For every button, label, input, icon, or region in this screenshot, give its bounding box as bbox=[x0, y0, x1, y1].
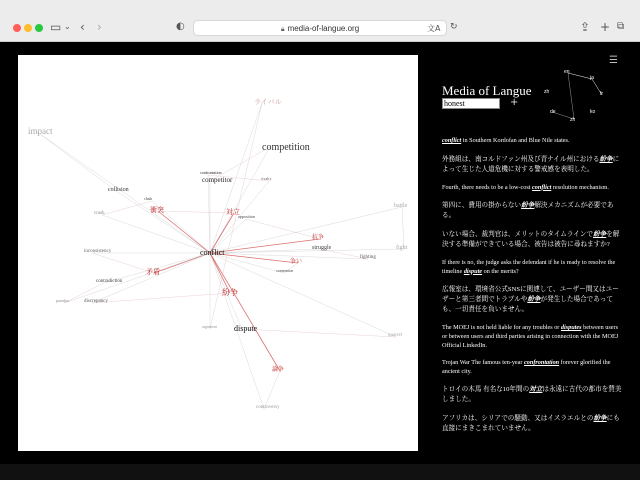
language-node[interactable]: zh bbox=[544, 89, 550, 95]
graph-edge bbox=[264, 371, 280, 409]
sentence-text: 外務組は、南コルドファン州及び青ナイル州における bbox=[442, 155, 600, 163]
graph-edge bbox=[158, 211, 234, 213]
language-node[interactable]: ko bbox=[590, 109, 596, 115]
graph-edge bbox=[210, 253, 280, 371]
sentence-text: アフリカは、シリアでの騒動、又はイスラエルとの bbox=[442, 415, 594, 423]
example-sentence bbox=[442, 230, 622, 250]
sentence-text: 第四に、費用の掛からない bbox=[442, 202, 522, 210]
language-node[interactable]: fr bbox=[600, 91, 604, 97]
keyword-link[interactable]: conflict bbox=[442, 137, 462, 144]
graph-word[interactable]: competition bbox=[262, 142, 310, 153]
sentence-text: 広報室は、環境省公式SNSに関連して、ユーザー間又はユーザーと第三者間でトラブルや bbox=[442, 286, 619, 304]
graph-edge bbox=[92, 293, 230, 303]
keyword-link[interactable]: confrontation bbox=[524, 359, 560, 367]
graph-word[interactable]: rivalry bbox=[261, 176, 272, 181]
graph-edge bbox=[158, 211, 210, 253]
forward-icon[interactable]: › bbox=[97, 20, 102, 34]
sentence-text: 解決メカニズムが必要である。 bbox=[442, 202, 614, 220]
graph-edge bbox=[102, 215, 210, 253]
graph-edge bbox=[210, 213, 234, 253]
graph-edge bbox=[102, 201, 152, 215]
browser-toolbar bbox=[0, 0, 640, 42]
graph-word[interactable]: 矛盾 bbox=[146, 268, 160, 276]
lock-icon: 🔒︎ bbox=[280, 26, 285, 33]
example-sentence bbox=[442, 414, 622, 434]
graph-edge bbox=[242, 329, 396, 337]
minimize-window-button[interactable] bbox=[24, 24, 32, 32]
graph-edge bbox=[402, 207, 404, 249]
graph-word[interactable]: 対立 bbox=[226, 208, 240, 216]
page-content bbox=[4, 43, 636, 464]
sentence-text: in Southern Kordofan and Blue Nile states. bbox=[461, 137, 570, 144]
graph-word[interactable]: paradox bbox=[56, 298, 69, 303]
side-panel bbox=[422, 43, 636, 464]
sentence-text: The MOEJ is not held liable for any troubles or bbox=[442, 324, 561, 332]
url-text: media-of-langue.org bbox=[287, 24, 360, 33]
keyword-link[interactable]: conflict bbox=[532, 183, 552, 191]
graph-word[interactable]: confrontation bbox=[200, 170, 222, 175]
sentence-text: Fourth, there needs to be a low-cost bbox=[442, 183, 533, 191]
example-sentence bbox=[442, 184, 622, 193]
graph-word[interactable]: clash bbox=[144, 196, 153, 201]
sentence-text: によって生じた人道危機に対する警戒感を表明した。 bbox=[442, 155, 620, 173]
graph-edge bbox=[64, 253, 210, 303]
share-icon[interactable]: ⇪ bbox=[580, 20, 591, 34]
address-bar[interactable] bbox=[193, 20, 447, 36]
keyword-link[interactable]: dispute bbox=[463, 267, 483, 275]
zoom-window-button[interactable] bbox=[35, 24, 43, 32]
graph-edge bbox=[210, 147, 270, 253]
graph-word[interactable]: 抗争 bbox=[312, 235, 325, 241]
graph-edge bbox=[246, 219, 320, 239]
close-window-button[interactable] bbox=[13, 24, 21, 32]
keyword-link[interactable]: 紛争 bbox=[593, 415, 607, 423]
language-node[interactable]: zh bbox=[570, 117, 576, 123]
sentence-text: Trojan War The famous ten-year bbox=[442, 359, 525, 367]
graph-word[interactable]: conflict bbox=[200, 248, 225, 257]
keyword-link[interactable]: 紛争 bbox=[593, 231, 607, 239]
graph-word[interactable]: 争い bbox=[290, 259, 303, 265]
keyword-link[interactable]: 対立 bbox=[529, 386, 543, 394]
language-node[interactable]: ja bbox=[590, 75, 594, 81]
sentence-text: トロイの木馬 有名な10年間の bbox=[442, 386, 530, 394]
graph-word[interactable]: dispute bbox=[234, 324, 258, 333]
sentence-text: resolution mechanism. bbox=[551, 183, 609, 191]
word-graph[interactable] bbox=[18, 55, 418, 451]
example-sentences bbox=[442, 137, 622, 443]
keyword-link[interactable]: 紛争 bbox=[521, 202, 535, 210]
sentence-text: If there is no, the judge asks the defendant if he is ready to resolve the timeline bbox=[442, 259, 616, 275]
graph-edge bbox=[208, 175, 210, 253]
sentence-text: は永遠に古代の都市を賛美しました。 bbox=[442, 386, 622, 404]
graph-word[interactable]: fighting bbox=[360, 255, 376, 260]
graph-word[interactable]: fight bbox=[396, 245, 408, 251]
keyword-link[interactable]: disputes bbox=[560, 324, 582, 332]
example-sentence bbox=[442, 201, 622, 221]
keyword-link[interactable]: 紛争 bbox=[527, 296, 541, 304]
graph-word[interactable]: collision bbox=[108, 187, 129, 193]
graph-word[interactable]: 論争 bbox=[272, 367, 285, 373]
example-sentence bbox=[442, 137, 622, 146]
graph-edge bbox=[92, 253, 154, 273]
example-sentence bbox=[442, 285, 622, 315]
graph-word[interactable]: competitor bbox=[202, 176, 233, 184]
graph-edge bbox=[210, 253, 230, 293]
sentence-text: いない場合、裁判官は、メリットのタイムラインで bbox=[442, 231, 594, 239]
reload-icon[interactable]: ↻ bbox=[450, 22, 458, 32]
search-input[interactable]: honest bbox=[442, 98, 500, 109]
graph-edge bbox=[116, 191, 210, 253]
graph-word[interactable]: struggle bbox=[312, 245, 332, 251]
sentence-text: between users or between users and third parties arising in connection with the MOEJ Official LinkedIn. bbox=[442, 324, 619, 349]
language-node[interactable]: de bbox=[550, 109, 556, 115]
example-sentence bbox=[442, 385, 622, 405]
graph-word[interactable]: contention bbox=[276, 268, 293, 273]
chevron-down-icon[interactable]: ⌄ bbox=[64, 22, 71, 31]
keyword-link[interactable]: 紛争 bbox=[599, 155, 613, 163]
sentence-text: を解決する準備ができている場合、被告は被告に尋ねますか? bbox=[442, 231, 620, 249]
graph-word[interactable]: crash bbox=[94, 211, 105, 216]
graph-word[interactable]: 衝突 bbox=[150, 206, 164, 214]
site-title: Media of Langue bbox=[442, 83, 532, 98]
graph-word[interactable]: argument bbox=[202, 324, 218, 329]
new-tab-icon[interactable]: + bbox=[600, 20, 611, 34]
graph-word[interactable]: 紛争 bbox=[222, 288, 238, 297]
example-sentence bbox=[442, 155, 622, 175]
privacy-shield-icon[interactable]: ◐ bbox=[176, 21, 185, 32]
sidebar-icon[interactable]: ▭ bbox=[50, 20, 62, 34]
graph-word[interactable]: quarrel bbox=[388, 333, 403, 338]
graph-word[interactable]: impact bbox=[28, 126, 53, 136]
tabs-overview-icon[interactable]: ⧉ bbox=[617, 21, 625, 32]
example-sentence bbox=[442, 259, 622, 276]
graph-word[interactable]: battle bbox=[394, 203, 408, 209]
graph-word[interactable]: contradiction bbox=[96, 279, 123, 284]
add-button[interactable]: + bbox=[510, 97, 519, 108]
graph-word[interactable]: ライバル bbox=[254, 98, 282, 106]
translate-icon[interactable]: 文A bbox=[427, 24, 441, 33]
language-selector[interactable] bbox=[540, 67, 610, 127]
back-icon[interactable]: ‹ bbox=[80, 20, 85, 34]
sentence-text: forever glorified the ancient city. bbox=[442, 359, 611, 375]
graph-edge bbox=[92, 253, 210, 303]
menu-icon[interactable]: ☰ bbox=[609, 55, 618, 66]
graph-word[interactable]: inconsistency bbox=[84, 249, 112, 254]
graph-word[interactable]: controversy bbox=[256, 405, 280, 410]
window-bottom bbox=[0, 464, 640, 480]
example-sentence bbox=[442, 324, 622, 350]
graph-word[interactable]: discrepancy bbox=[84, 299, 108, 304]
graph-word[interactable]: opposition bbox=[238, 214, 255, 219]
sentence-text: on the merits? bbox=[482, 267, 519, 275]
language-node[interactable]: en bbox=[564, 69, 570, 75]
graph-edge bbox=[36, 131, 116, 191]
sentence-text: にも直接にまきこまれていません。 bbox=[442, 415, 620, 433]
sentence-text: が発生した場合であっても、一切責任を負いません。 bbox=[442, 296, 613, 314]
example-sentence bbox=[442, 359, 622, 376]
